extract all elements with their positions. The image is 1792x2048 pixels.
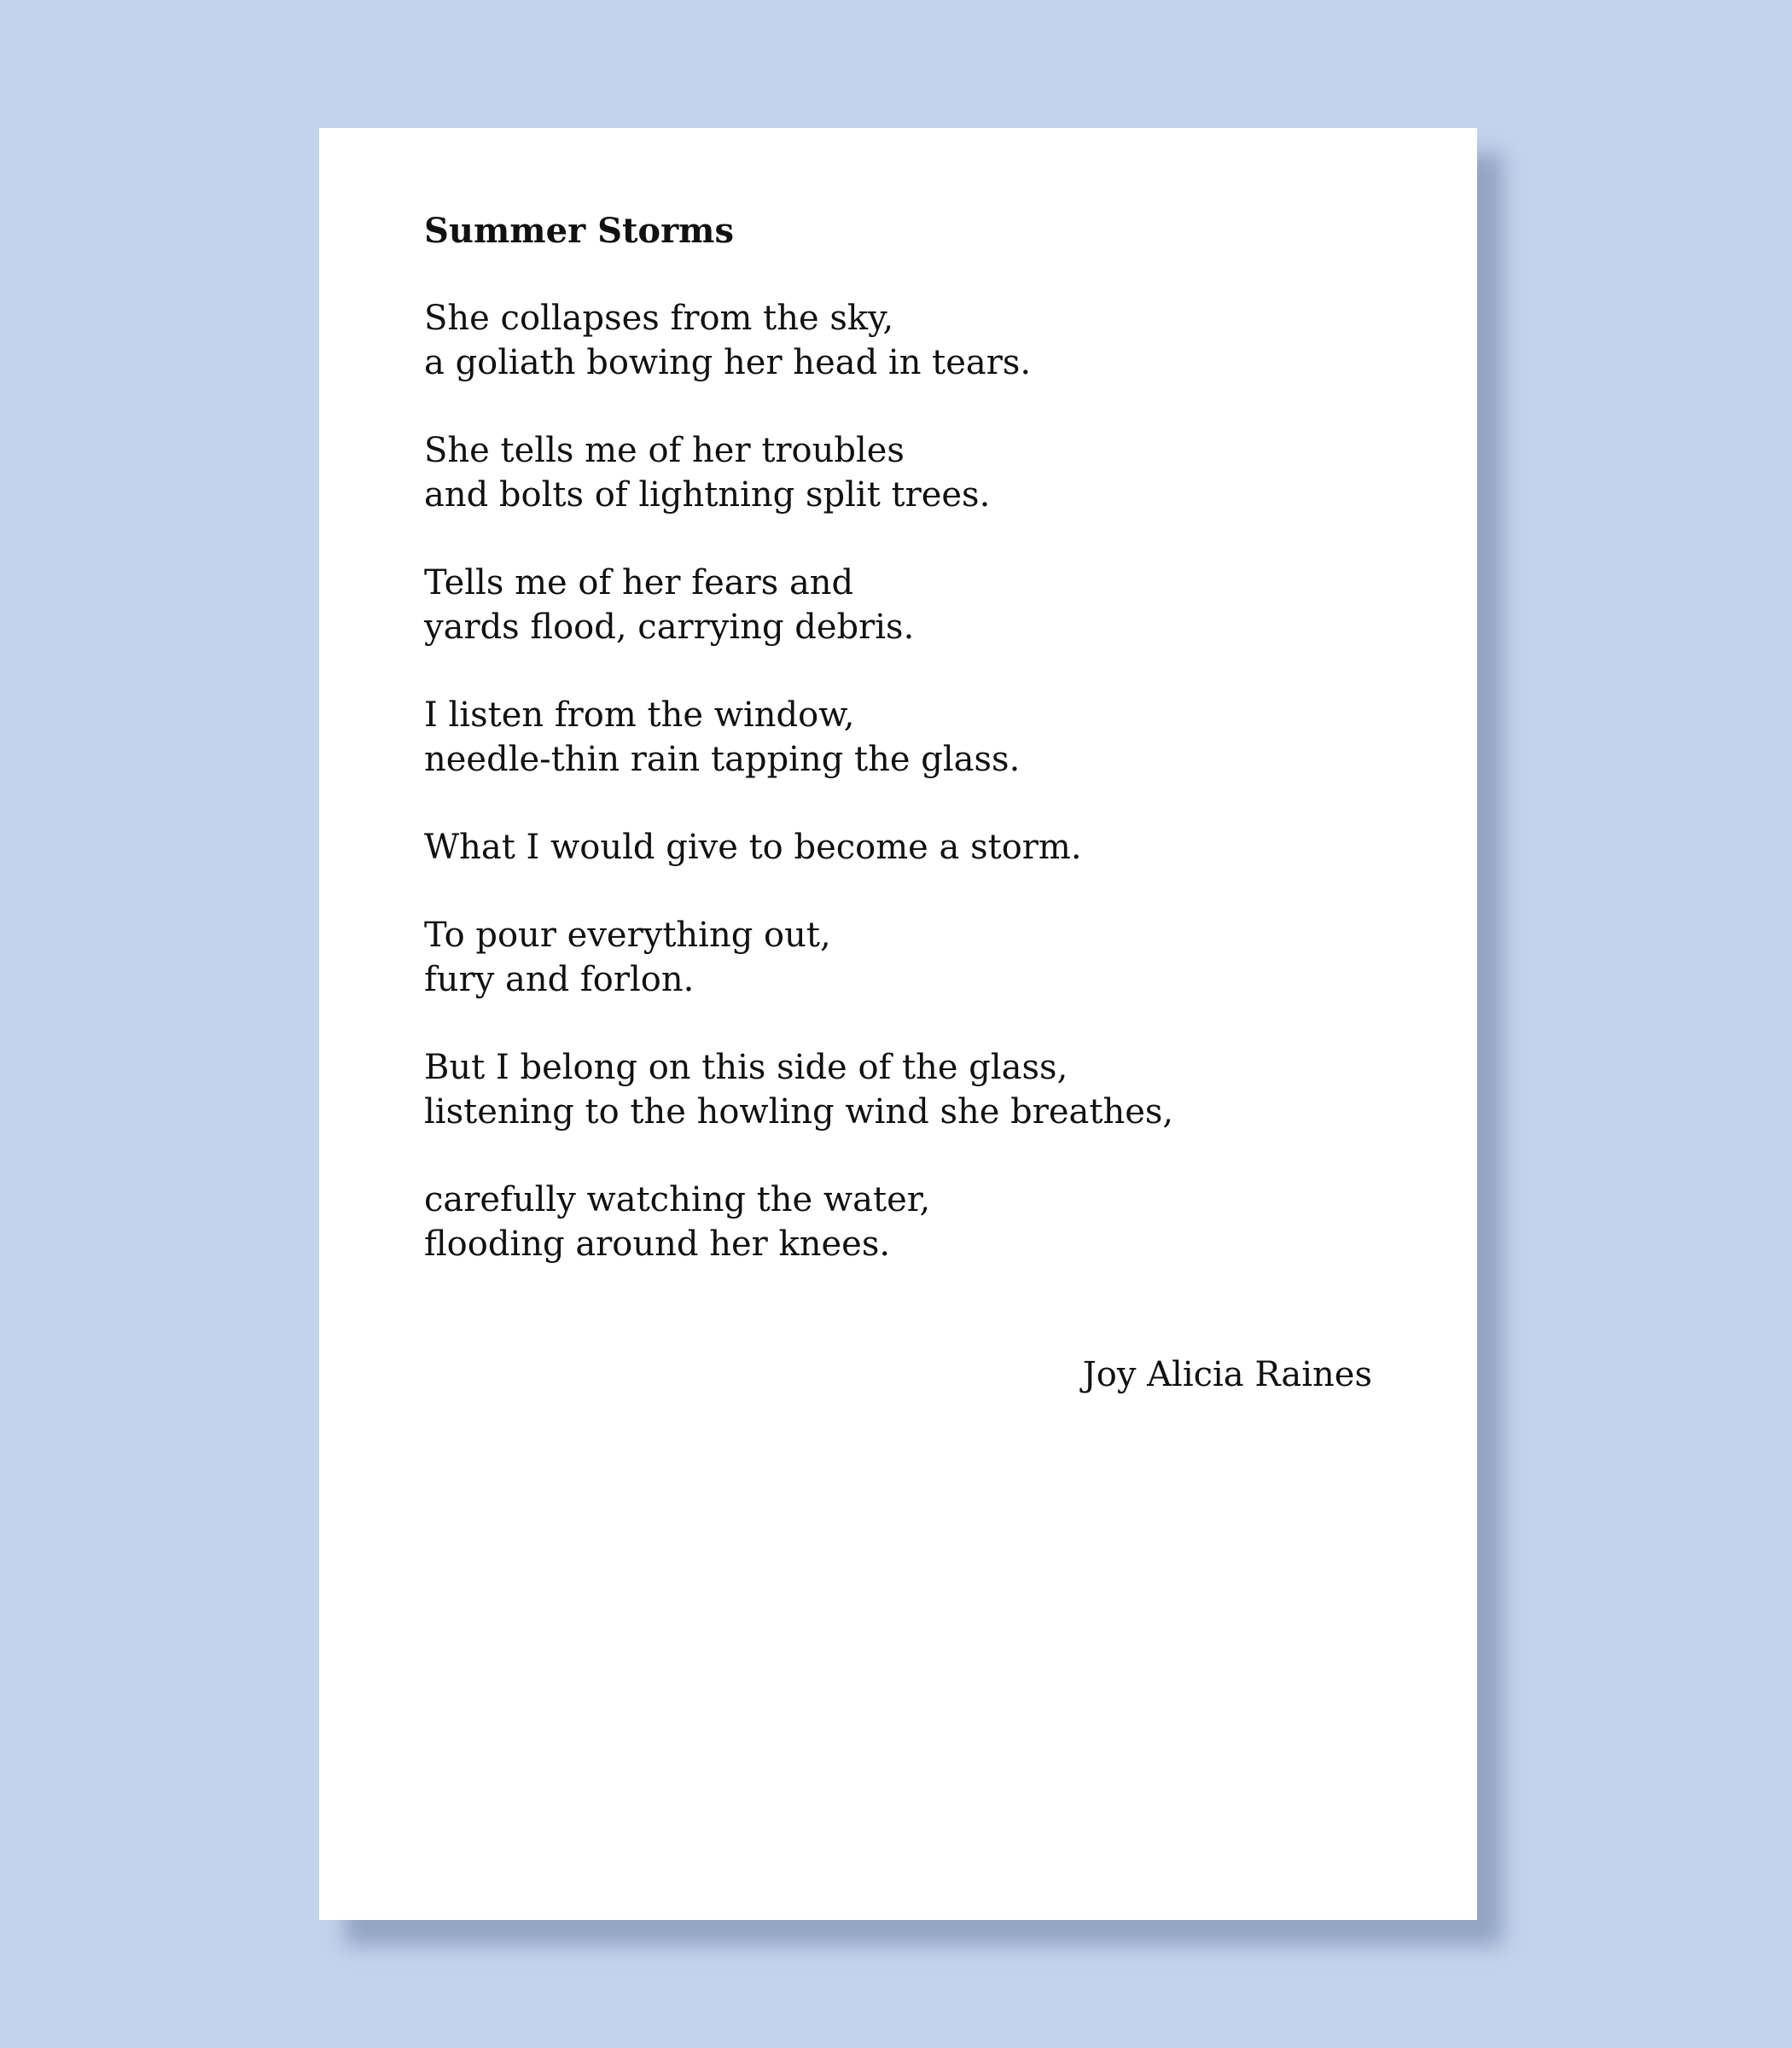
poem-line: She tells me of her troubles — [424, 431, 905, 470]
poem-line: But I belong on this side of the glass, — [424, 1048, 1068, 1087]
poem-author: Joy Alicia Raines — [1082, 1355, 1372, 1394]
poem-line: To pour everything out, — [424, 916, 831, 955]
poem-line: listening to the howling wind she breathes, — [424, 1092, 1174, 1132]
poem-line: a goliath bowing her head in tears. — [424, 343, 1032, 382]
stanza — [424, 913, 1372, 1002]
poem-line: I listen from the window, — [424, 695, 855, 735]
stanza — [424, 825, 1372, 870]
poem-line: and bolts of lightning split trees. — [424, 475, 991, 515]
poem-line: carefully watching the water, — [424, 1180, 931, 1219]
stanza — [424, 428, 1372, 517]
stanza — [424, 1178, 1372, 1266]
stanza — [424, 1045, 1372, 1134]
poem-line: flooding around her knees. — [424, 1225, 891, 1264]
poem-title: Summer Storms — [424, 211, 735, 251]
poem-line: What I would give to become a storm. — [424, 828, 1082, 867]
poem-line: She collapses from the sky, — [424, 299, 894, 338]
poem-body — [424, 209, 1372, 1310]
poem-page — [319, 128, 1477, 1920]
stanza — [424, 561, 1372, 649]
stanza — [424, 693, 1372, 782]
poem-line: yards flood, carrying debris. — [424, 608, 915, 647]
poem-line: Tells me of her fears and — [424, 563, 854, 602]
stanza — [424, 296, 1372, 385]
poem-line: fury and forlon. — [424, 960, 695, 999]
poem-line: needle-thin rain tapping the glass. — [424, 740, 1021, 779]
poem-stanzas — [424, 296, 1372, 1266]
